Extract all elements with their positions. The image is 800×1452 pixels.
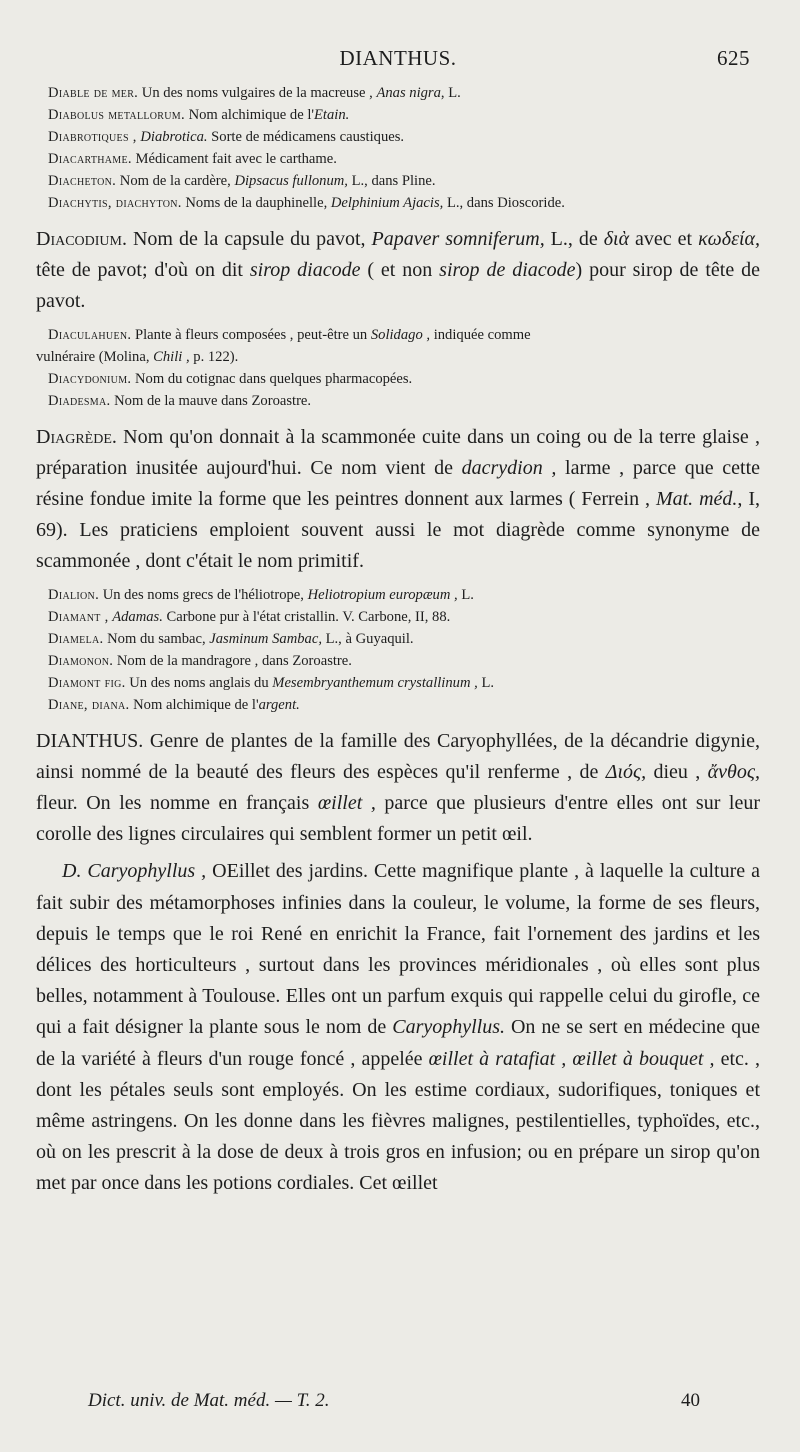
entry-term: Diacarthame. [48,151,132,167]
entry-text: Genre de plantes de la famille des Caryophyllées, de la décandrie digynie, ainsi nommé de la beauté des fleurs des espèces qu'il renferme , de [36,729,760,783]
entry-term: Diamont fig. [48,674,126,691]
dictionary-entry [36,672,760,694]
entry-italic: Chili , [153,348,190,365]
signature-mark: 40 [681,1390,700,1411]
entry-term: Diachytis, diachyton. [48,195,182,211]
entry-term: Diacydonium. [48,370,132,387]
entry-text: Noms de la dauphinelle, [185,195,331,211]
page-number: 625 [717,46,750,70]
dictionary-entry [36,82,760,104]
entry-text: Nom de la mauve dans Zoroastre. [114,392,312,409]
entry-italic: Anas nigra [376,85,441,101]
entry-text: Médicament fait avec le carthame. [135,151,337,167]
entry-term: Diagrède. [36,425,117,448]
entry-tail: L. [477,674,495,691]
page-footer [88,1390,760,1412]
entries-group-b [36,324,760,412]
dictionary-entry [36,104,760,126]
entry-italic: dacrydion , [461,456,557,479]
entry-italic: œillet , [317,792,376,815]
entry-text: avec et [629,228,699,250]
entry-text: L., de [544,228,604,250]
entry-term: Diamant , [48,608,109,625]
diacodium-entry [36,224,760,318]
running-head [36,46,760,82]
greek-word: ἄνθος, [707,760,760,783]
entry-text: On ne se sert en médecine que de la variété à fleurs d'un rouge foncé , appelée [36,1016,761,1070]
entry-term: Diamonon. [48,652,114,669]
entry-tail: Sorte de médicamens caustiques. [207,129,405,145]
entry-text: dieu , [646,760,708,783]
dictionary-entry [36,126,760,148]
entry-italic: œillet à ratafiat , œillet à bouquet , [428,1047,715,1070]
entry-text: Un des noms vulgaires de la macreuse , [141,85,377,101]
dictionary-entry [36,324,760,346]
entry-term: Diane, diana. [48,696,130,713]
entry-italic: sirop de diacode [439,259,576,282]
greek-word: Διός, [605,760,647,783]
entry-term: DIANTHUS. [36,729,144,752]
entry-term: Diable de mer. [48,85,139,101]
entry-tail: L. [457,586,474,603]
entry-italic: D. Caryophyllus , [62,860,207,883]
entry-text: parce que plusieurs d'entre elles ont sur leur corolle des lignes circulaires qui semblent former un petit œil. [36,792,761,846]
entry-tail: L., à Guyaquil. [321,630,414,647]
entry-text: tête de pavot; d'où on dit [36,259,250,282]
dictionary-entry [36,390,760,412]
page-title: DIANTHUS. [339,46,457,70]
entry-tail: L., dans Pline. [347,173,436,189]
dictionary-entry [36,694,760,716]
entry-italic: Mesembryanthemum crystallinum , [272,674,478,691]
entry-text: Un des noms grecs de l'héliotrope, [102,586,308,603]
entry-italic: Mat. méd. [655,488,738,511]
entry-tail: , L. [440,85,461,101]
dictionary-entry-continuation [36,346,760,368]
entry-tail: indiquée comme [430,326,531,343]
entry-text: etc. , dont les pétales seuls sont employés. On les estime cordiaux, sudorifiques, toniques et même astringens. On les donne dans les fièvres malignes, pestilentielles, typhoïdes, etc., où on les prescrit à la dose de deux à trois gros en infusion; ou en prépare un sirop qu'on met par once dans les potions cordiales. Cet œillet [36,1047,760,1195]
greek-word: κωδεία, [698,228,761,250]
dictionary-entry [36,628,760,650]
entry-term: Diabrotiques , [48,129,137,145]
greek-word: διὰ [603,228,630,250]
entry-italic: Caryophyllus. [392,1016,506,1039]
entry-italic: Solidago , [370,326,431,343]
entry-text: larme , parce que cette résine fondue imite la forme que les peintres donnent aux larmes ( Ferrein , [36,456,760,511]
entry-term: Diadesma. [48,392,111,409]
dictionary-entry [36,192,760,214]
entry-text: Nom du sambac, [107,630,210,647]
dictionary-entry [36,606,760,628]
entry-text: , I, 69). Les praticiens emploient souvent aussi le mot diagrède comme synonyme de scammonée , dont c'était le nom primitif. [36,488,760,573]
entry-text: Nom alchimique de l' [133,696,259,713]
entry-text: ( et non [360,259,440,282]
caryophyllus-entry [36,856,760,1199]
entry-italic: Dipsacus fullonum, [234,173,348,189]
entry-term: Diabolus metallorum. [48,107,185,123]
entry-italic: Adamas. [112,608,163,625]
entry-tail: Carbone pur à l'état cristallin. V. Carbone, II, 88. [162,608,451,625]
entry-text: vulnéraire (Molina, [36,348,154,365]
dictionary-entry [36,368,760,390]
diagrede-entry [36,422,760,578]
entry-tail: p. 122). [189,348,239,365]
dictionary-entry [36,170,760,192]
entry-italic: Etain. [314,107,350,123]
entry-text: Un des noms anglais du [129,674,273,691]
entry-term: Dialion. [48,586,100,603]
entry-italic: Jasminum Sambac, [209,630,322,647]
entry-text: ) pour sirop de tête de pavot. [36,259,760,313]
entry-italic: Diabrotica. [140,129,208,145]
dictionary-entry [36,584,760,606]
entry-italic: sirop diacode [249,259,361,282]
dictionary-entry [36,650,760,672]
entry-term: Diacodium. [36,228,127,250]
entry-term: Diamela. [48,630,104,647]
entry-text: Nom alchimique de l' [188,107,315,123]
entry-italic: argent. [258,696,300,713]
entry-tail: L., dans Dioscoride. [443,195,565,211]
entry-text: Nom du cotignac dans quelques pharmacopées. [135,370,413,387]
entry-text: Nom de la mandragore , dans Zoroastre. [116,652,352,669]
entry-term: Diaculahuen. [48,326,132,343]
entry-italic: Delphinium Ajacis, [330,195,444,211]
entry-text: fleur. On les nomme en français [36,792,318,815]
dictionary-entry [36,148,760,170]
footer-title: Dict. univ. de Mat. méd. — T. 2. [88,1390,330,1411]
entries-group-a [36,82,760,214]
entry-italic: Papaver somniferum, [371,228,545,250]
entry-text: Nom de la cardère, [119,173,235,189]
dianthus-entry [36,726,760,851]
entry-italic: Heliotropium europæum , [307,586,458,603]
entry-text: Nom de la capsule du pavot, [132,228,372,250]
entry-term: Diacheton. [48,173,117,189]
entry-text: OEillet des jardins. Cette magnifique plante , à laquelle la culture a fait subir des métamorphoses infinies dans la couleur, le volume, la forme de ses fleurs, depuis le temps que le roi René en enrichit la France, fait l'ornement des jardins et les délices des horticulteurs , surtout dans les provinces méridionales , où elles sont plus belles, notamment à Toulouse. Elles ont un parfum exquis qui rappelle celui du girofle, ce qui a fait désigner la plante sous le nom de [36,860,761,1039]
entry-text: Plante à fleurs composées , peut-être un [135,326,371,343]
entry-text: Nom qu'on donnait à la scammonée cuite dans un coing ou de la terre glaise , préparation inusitée aujourd'hui. Ce nom vient de [36,425,760,479]
entries-group-c [36,584,760,716]
